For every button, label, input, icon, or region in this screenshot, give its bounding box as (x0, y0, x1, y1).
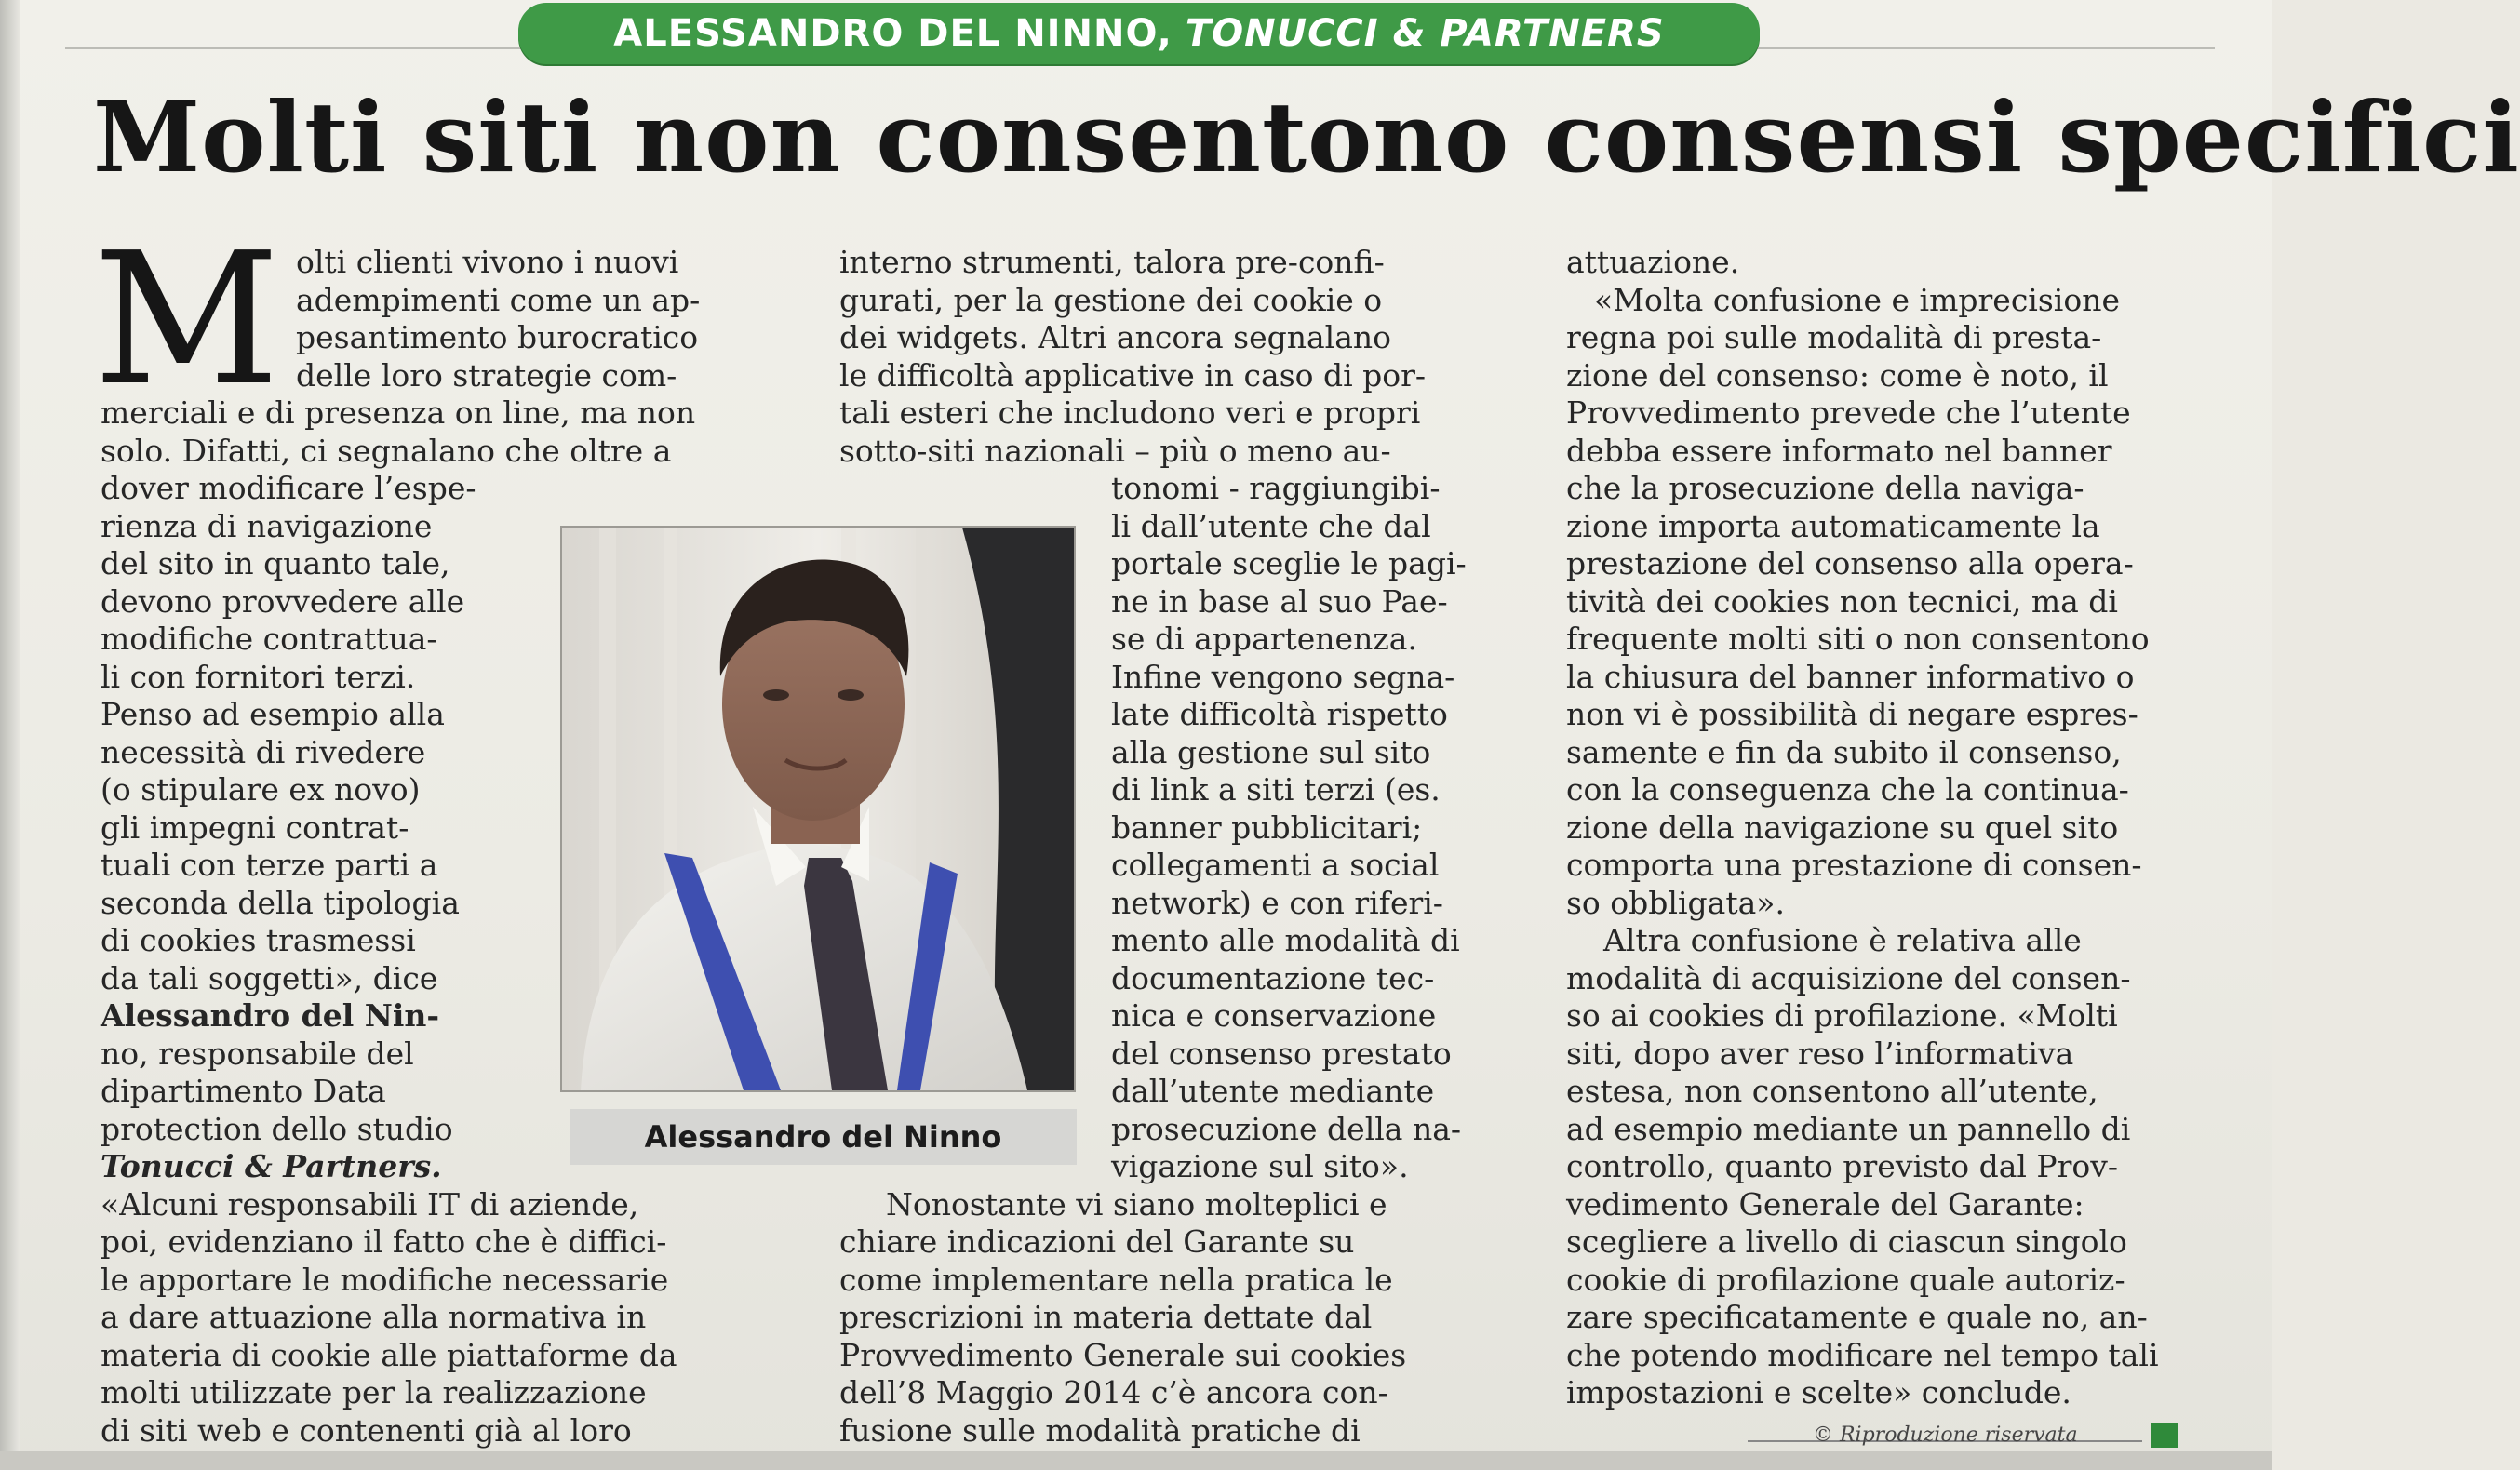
text-line: del consenso prestato (1111, 1035, 1452, 1072)
text-line: interno strumenti, talora pre-confi- (839, 244, 1385, 280)
text-line: necessità di rivedere (101, 733, 426, 770)
text-line: prosecuzione della na- (1111, 1110, 1462, 1147)
text-line: Infine vengono segna- (1111, 658, 1455, 695)
text-line: Provvedimento prevede che l’utente (1566, 394, 2131, 431)
text-line: attuazione. (1566, 244, 1740, 280)
text-line: con la conseguenza che la continua- (1566, 771, 2129, 808)
text-line: non vi è possibilità di negare espres- (1566, 696, 2138, 732)
text-line: li con fornitori terzi. (101, 658, 416, 695)
text-line: solo. Difatti, ci segnalano che oltre a (101, 432, 672, 469)
firm-name-inline: Tonucci & Partners. (101, 1148, 442, 1184)
reproduction-note: © Riproduzione riservata (1813, 1423, 2078, 1447)
text-line: siti, dopo aver reso l’informativa (1566, 1035, 2074, 1072)
text-line: chiare indicazioni del Garante su (839, 1223, 1355, 1260)
text-line: (o stipulare ex novo) (101, 771, 421, 808)
text-line: la chiusura del banner informativo o (1566, 658, 2135, 695)
text-line: ad esempio mediante un pannello di (1566, 1110, 2131, 1147)
text-line: gurati, per la gestione dei cookie o (839, 281, 1383, 318)
portrait-illustration (562, 528, 1074, 1090)
text-line: molti utilizzate per la realizzazione (101, 1374, 647, 1410)
text-line: tività dei cookies non tecnici, ma di (1566, 582, 2118, 620)
text-line: samente e fin da subito il consenso, (1566, 733, 2122, 770)
header-author-name: ALESSANDRO DEL NINNO, (613, 12, 1173, 55)
text-line: prestazione del consenso alla opera- (1566, 545, 2134, 581)
text-line: so obbligata». (1566, 884, 1785, 921)
author-name-inline: Alessandro del Nin- (101, 997, 440, 1034)
text-line: frequente molti siti o non consentono (1566, 621, 2150, 657)
text-line: estesa, non consentono all’utente, (1566, 1073, 2098, 1109)
text-line: ne in base al suo Pae- (1111, 582, 1448, 620)
text-line: olti clienti vivono i nuovi (296, 244, 679, 280)
text-line: rienza di navigazione (101, 507, 433, 544)
text-line: zione della navigazione su quel sito (1566, 808, 2119, 846)
text-line: come implementare nella pratica le (839, 1261, 1393, 1298)
text-line: zione importa automaticamente la (1566, 507, 2100, 544)
text-line: portale sceglie le pagi- (1111, 545, 1467, 581)
text-line: tuali con terze parti a (101, 847, 438, 883)
text-line: le difficoltà applicative in caso di por- (839, 356, 1427, 394)
text-line: di link a siti terzi (es. (1111, 771, 1441, 808)
text-line: sotto-siti nazionali – più o meno au- (839, 432, 1391, 469)
text-line: li dall’utente che dal (1111, 507, 1431, 544)
text-line: cookie di profilazione quale autoriz- (1566, 1261, 2125, 1298)
text-line: merciali e di presenza on line, ma non (101, 394, 696, 431)
text-line: materia di cookie alle piattaforme da (101, 1336, 677, 1373)
text-line: Altra confusione è relativa alle (1603, 922, 2082, 958)
text-line: adempimenti come un ap- (296, 281, 701, 318)
text-line: collegamenti a social (1111, 847, 1440, 883)
text-line: modalità di acquisizione del consen- (1566, 959, 2131, 996)
text-line: «Alcuni responsabili IT di aziende, (101, 1185, 639, 1223)
text-line: devono provvedere alle (101, 582, 465, 620)
page-edge (0, 0, 20, 1470)
text-line: vedimento Generale del Garante: (1566, 1185, 2084, 1223)
text-line: zione del consenso: come è noto, il (1566, 356, 2109, 394)
text-line: nica e conservazione (1111, 997, 1437, 1034)
text-line: delle loro strategie com- (296, 356, 677, 394)
text-line: so ai cookies di profilazione. «Molti (1566, 997, 2118, 1034)
article-end-mark (2151, 1423, 2178, 1448)
text-line: di cookies trasmessi (101, 922, 416, 958)
text-line: Penso ad esempio alla (101, 696, 445, 732)
text-line: zare specificatamente e quale no, an- (1566, 1299, 2148, 1335)
text-line: seconda della tipologia (101, 884, 460, 921)
text-line: vigazione sul sito». (1111, 1148, 1409, 1184)
text-line: network) e con riferi- (1111, 884, 1443, 921)
text-line: debba essere informato nel banner (1566, 432, 2112, 469)
text-line: poi, evidenziano il fatto che è diffici- (101, 1223, 667, 1260)
text-line: pesantimento burocratico (296, 319, 699, 355)
text-line: tonomi - raggiungibi- (1111, 470, 1441, 506)
text-line: regna poi sulle modalità di presta- (1566, 319, 2102, 355)
header-firm-name: TONUCCI & PARTNERS (1185, 12, 1665, 55)
text-line: dei widgets. Altri ancora segnalano (839, 319, 1392, 355)
photo-caption: Alessandro del Ninno (570, 1109, 1077, 1165)
text-line: dall’utente mediante (1111, 1073, 1435, 1109)
article-column-3 (1566, 244, 2218, 1412)
text-line: scegliere a livello di ciascun singolo (1566, 1223, 2127, 1260)
text-line: le apportare le modifiche necessarie (101, 1261, 669, 1298)
text-line: da tali soggetti», dice (101, 959, 438, 996)
text-line: late difficoltà rispetto (1111, 696, 1448, 732)
text-line: Provvedimento Generale sui cookies (839, 1336, 1407, 1373)
author-header-band (518, 3, 1760, 64)
text-line: alla gestione sul sito (1111, 733, 1431, 770)
text-line: del sito in quanto tale, (101, 545, 450, 581)
text-line: modifiche contrattua- (101, 621, 437, 657)
text-line: che la prosecuzione della naviga- (1566, 470, 2084, 506)
text-line: dover modificare l’espe- (101, 470, 476, 506)
author-portrait-photo (560, 526, 1076, 1092)
article-headline: Molti siti non consentono consensi specifici (93, 80, 2520, 194)
text-line: fusione sulle modalità pratiche di (839, 1411, 1361, 1449)
text-line: controllo, quanto previsto dal Prov- (1566, 1148, 2119, 1184)
text-line: tali esteri che includono veri e propri (839, 394, 1421, 431)
text-line: dell’8 Maggio 2014 c’è ancora con- (839, 1374, 1388, 1410)
text-line: se di appartenenza. (1111, 621, 1417, 657)
text-line: Nonostante vi siano molteplici e (886, 1185, 1387, 1223)
text-line: comporta una prestazione di consen- (1566, 847, 2142, 883)
text-line: banner pubblicitari; (1111, 808, 1423, 846)
drop-cap: M (93, 214, 280, 426)
text-line: gli impegni contrat- (101, 808, 409, 846)
text-line: documentazione tec- (1111, 959, 1435, 996)
text-line: no, responsabile del (101, 1035, 414, 1072)
text-line: protection dello studio (101, 1110, 453, 1147)
text-line: impostazioni e scelte» conclude. (1566, 1374, 2071, 1410)
text-line: mento alle modalità di (1111, 922, 1460, 958)
text-line: di siti web e contenenti già al loro (101, 1411, 632, 1449)
page-bottom-edge (0, 1451, 2272, 1470)
text-line: dipartimento Data (101, 1073, 386, 1109)
text-line: che potendo modificare nel tempo tali (1566, 1336, 2159, 1373)
text-line: «Molta confusione e imprecisione (1594, 281, 2120, 318)
text-line: a dare attuazione alla normativa in (101, 1299, 647, 1335)
text-line: prescrizioni in materia dettate dal (839, 1299, 1373, 1335)
